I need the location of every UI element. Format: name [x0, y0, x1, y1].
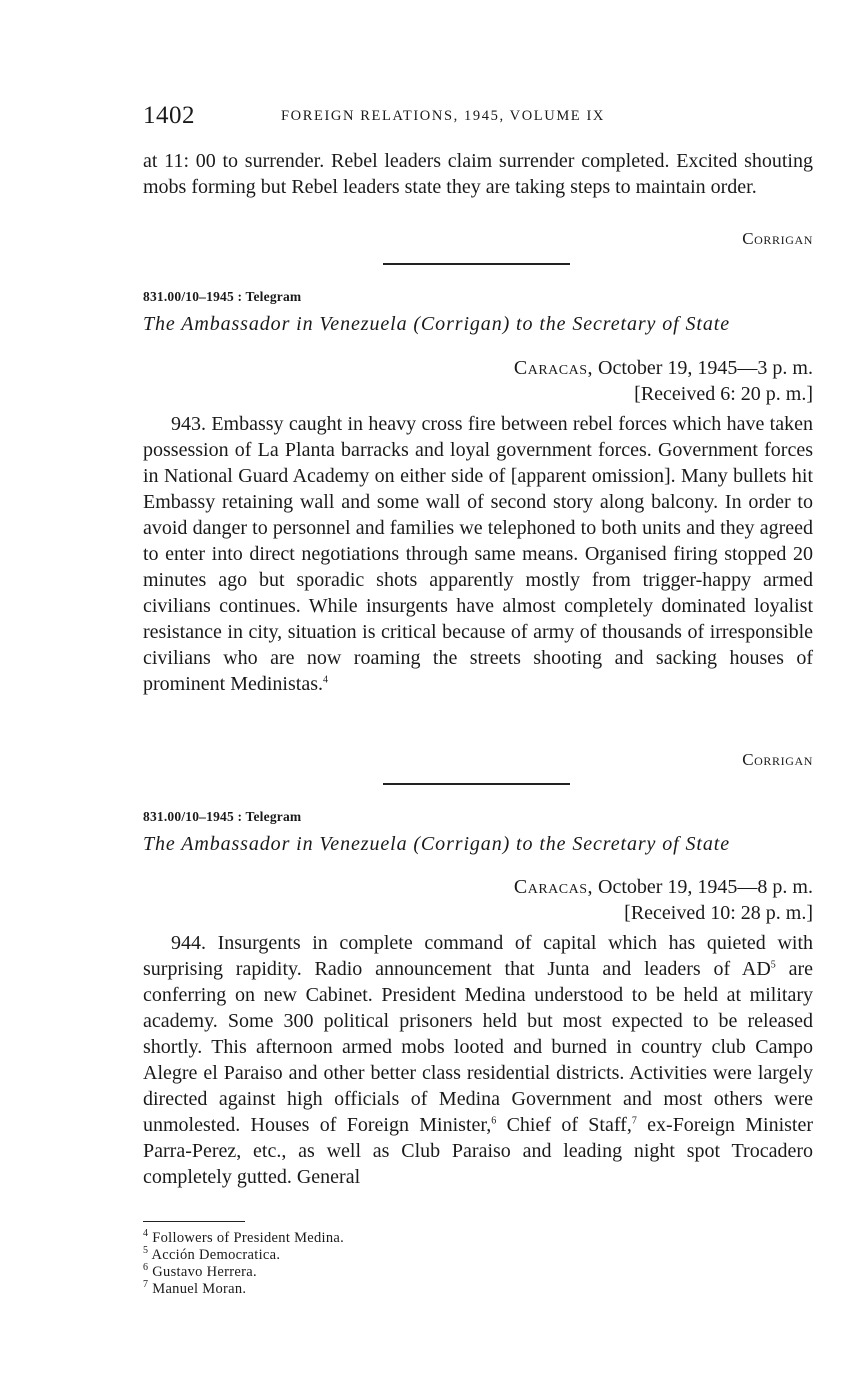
dateline-place: Caracas,	[513, 357, 594, 379]
section-divider	[383, 263, 570, 265]
received-time: [Received 10: 28 p. m.]	[624, 902, 813, 924]
telegram-body-text: 943. Embassy caught in heavy cross fire between rebel forces which have taken possession of La Planta barracks and loyal government forces. Government forces in National Guard Academy on either side of [apparent omission]. Many bullets hit Embassy retaining wall and some wall of second story along balcony. In order to avoid danger to personnel and families we telephoned to both units and they agreed to enter into direct negotiations through same means. Organised firing stopped 20 minutes ago but sporadic shots apparently mostly from trigger-happy armed civilians continues. While insurgents have almost completely dominated loyalist resistance in city, situation is critical because of army of thousands of irresponsible civilians who are now roaming the streets shooting and sacking houses of prominent Medinistas.	[143, 413, 813, 695]
footnote-mark: 4	[143, 1228, 149, 1240]
footnote-text: Manuel Moran.	[152, 1281, 247, 1297]
telegram-body-text: are conferring on new Cabinet. President Medina understood to be held at military academy. Some 300 political prisoners held but most expected to be released shortly. This afternoon armed mobs looted and burned in country club Campo Alegre el Paraiso and other better class residential districts. Activities were largely directed against high officials of Medina Government and most others were unmolested. Houses of Foreign Minister,	[143, 958, 813, 1136]
footnote-ref: 4	[322, 674, 328, 686]
telegram-body-text: Chief of Staff,	[496, 1114, 632, 1136]
dateline-date: October 19, 1945—8 p. m.	[598, 876, 813, 898]
footnote-text: Acción Democratica.	[151, 1247, 281, 1263]
footnote-ref: 6	[491, 1115, 497, 1127]
footnote-rule	[143, 1221, 245, 1222]
footnote	[143, 1230, 344, 1247]
footnote	[143, 1247, 344, 1264]
dateline-place: Caracas,	[513, 876, 594, 898]
footnote-mark: 5	[143, 1245, 149, 1257]
running-head	[143, 102, 813, 136]
dateline-date: October 19, 1945—3 p. m.	[598, 357, 813, 379]
footnote-ref: 5	[770, 959, 776, 971]
file-number: 831.00/10–1945 : Telegram	[143, 289, 302, 304]
telegram-body	[143, 411, 813, 697]
received-time: [Received 6: 20 p. m.]	[634, 383, 813, 405]
running-title: FOREIGN RELATIONS, 1945, VOLUME IX	[281, 108, 605, 124]
page-number: 1402	[143, 102, 195, 129]
file-number: 831.00/10–1945 : Telegram	[143, 809, 302, 824]
footnote-ref: 7	[631, 1115, 637, 1127]
telegram-body-text: ex-Foreign Minister Parra-Perez, etc., as well as Club Paraiso and leading night spot Trocadero completely gutted. General	[143, 1114, 814, 1188]
footnotes	[143, 1230, 344, 1298]
signature: Corrigan	[742, 750, 813, 769]
dateline	[514, 355, 813, 407]
signature: Corrigan	[742, 229, 813, 248]
footnote	[143, 1281, 344, 1298]
footnote-mark: 6	[143, 1262, 149, 1274]
footnote-mark: 7	[143, 1279, 149, 1291]
section-divider	[383, 783, 570, 785]
footnote	[143, 1264, 344, 1281]
footnote-text: Followers of President Medina.	[152, 1230, 345, 1246]
dateline	[514, 874, 813, 926]
document-title: The Ambassador in Venezuela (Corrigan) to the Secretary of State	[143, 833, 730, 855]
continuation-paragraph: at 11: 00 to surrender. Rebel leaders claim surrender completed. Excited shouting mobs forming but Rebel leaders state they are taking steps to maintain order.	[143, 150, 813, 198]
footnote-text: Gustavo Herrera.	[152, 1264, 257, 1280]
telegram-body-text: 944. Insurgents in complete command of capital which has quieted with surprising rapidity. Radio announcement that Junta and leaders of AD	[143, 932, 813, 980]
document-title: The Ambassador in Venezuela (Corrigan) to the Secretary of State	[143, 313, 730, 335]
telegram-body	[143, 930, 813, 1190]
